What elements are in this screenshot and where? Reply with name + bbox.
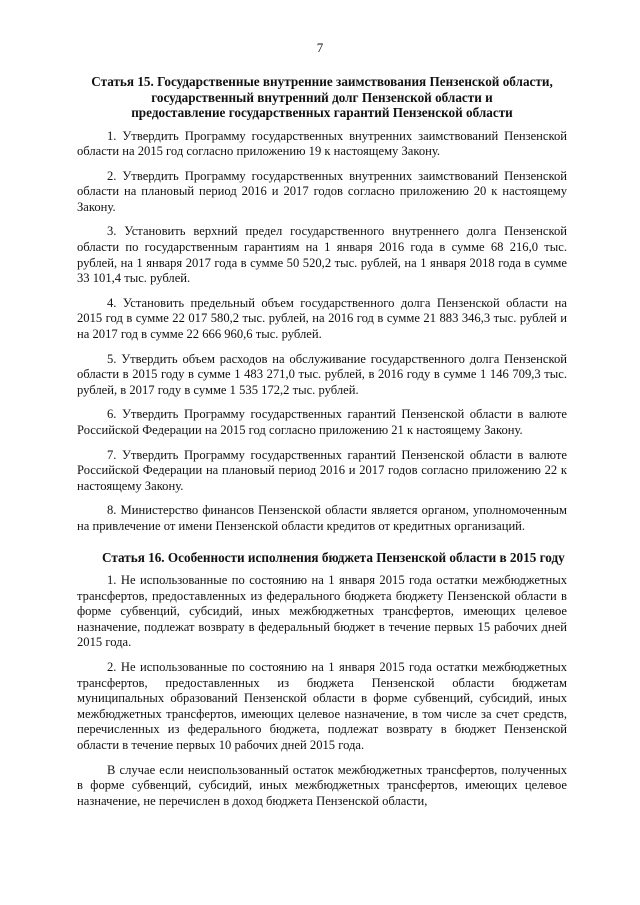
article-15-paragraph-5: 5. Утвердить объем расходов на обслуживание государственного долга Пензенской области в 2015 году в сумме 1 483 271,0 тыс. рублей, в 2016 году в сумме 1 146 709,3 тыс. рублей, в 2017 году в сумме 1 535 172,2 тыс. рублей. [77, 351, 567, 397]
document-body [77, 74, 567, 818]
article-15-title-line: предоставление государственных гарантий Пензенской области [131, 105, 513, 120]
article-15-title-line: государственный внутренний долг Пензенской области и [151, 89, 493, 105]
article-15-paragraph-1: 1. Утвердить Программу государственных внутренних заимствований Пензенской области на 2015 год согласно приложению 19 к настоящему Закону. [77, 128, 567, 159]
article-15-paragraph-7: 7. Утвердить Программу государственных гарантий Пензенской области в валюте Российской Федерации на плановый период 2016 и 2017 годов согласно приложению 22 к настоящему Закону. [77, 447, 567, 493]
article-15-paragraph-3: 3. Установить верхний предел государственного внутреннего долга Пензенской области по государственным гарантиям на 1 января 2016 года в сумме 68 216,0 тыс. рублей, на 1 января 2017 года в сумме 50 520,2 тыс. рублей, на 1 января 2018 года в сумме 33 101,4 тыс. рублей. [77, 224, 567, 286]
article-15-paragraph-6: 6. Утвердить Программу государственных гарантий Пензенской области в валюте Российской Федерации на 2015 год согласно приложению 21 к настоящему Закону. [77, 407, 567, 437]
article-15-paragraph-8: 8. Министерство финансов Пензенской области является органом, уполномоченным на привлечение от имени Пензенской области кредитов от кредитных организаций. [77, 503, 567, 533]
article-15-paragraph-2: 2. Утвердить Программу государственных внутренних заимствований Пензенской области на плановый период 2016 и 2017 годов согласно приложению 20 к настоящему Закону. [77, 168, 567, 214]
article-16-paragraph-1: 1. Не использованные по состоянию на 1 января 2015 года остатки межбюджетных трансфертов, предоставленных из федерального бюджета бюджету Пензенской области в форме субвенций, субсидий, иных межбюджетных трансфертов, имеющих целевое назначение, подлежат возврату в федеральный бюджет в течение первых 15 рабочих дней 2015 года. [77, 573, 567, 650]
article-16-paragraph-2: 2. Не использованные по состоянию на 1 января 2015 года остатки межбюджетных трансфертов, предоставленных из бюджета Пензенской области бюджетам муниципальных образований Пензенской области в форме субвенций, субсидий, иных межбюджетных трансфертов, имеющих целевое назначение, в том числе за счет средств, перечисленных из федерального бюджета, подлежат возврату в бюджет Пензенской области в течение первых 10 рабочих дней 2015 года. [77, 660, 567, 752]
article-16-title: Статья 16. Особенности исполнения бюджета Пензенской области в 2015 году [102, 549, 565, 565]
page-number: 7 [316, 40, 324, 55]
article-16-paragraph-3: В случае если неиспользованный остаток межбюджетных трансфертов, полученных в форме субвенций, субсидий, иных межбюджетных трансфертов, имеющих целевое назначение, не перечислен в доход бюджета Пензенской области, [77, 762, 567, 808]
article-15-title [77, 74, 567, 121]
article-15-paragraph-4: 4. Установить предельный объем государственного долга Пензенской области на 2015 год в сумме 22 017 580,2 тыс. рублей, на 2016 год в сумме 21 883 346,3 тыс. рублей и на 2017 год в сумме 22 666 960,6 тыс. рублей. [77, 295, 567, 342]
article-15-title-line: Статья 15. Государственные внутренние заимствования Пензенской области, [91, 74, 553, 89]
